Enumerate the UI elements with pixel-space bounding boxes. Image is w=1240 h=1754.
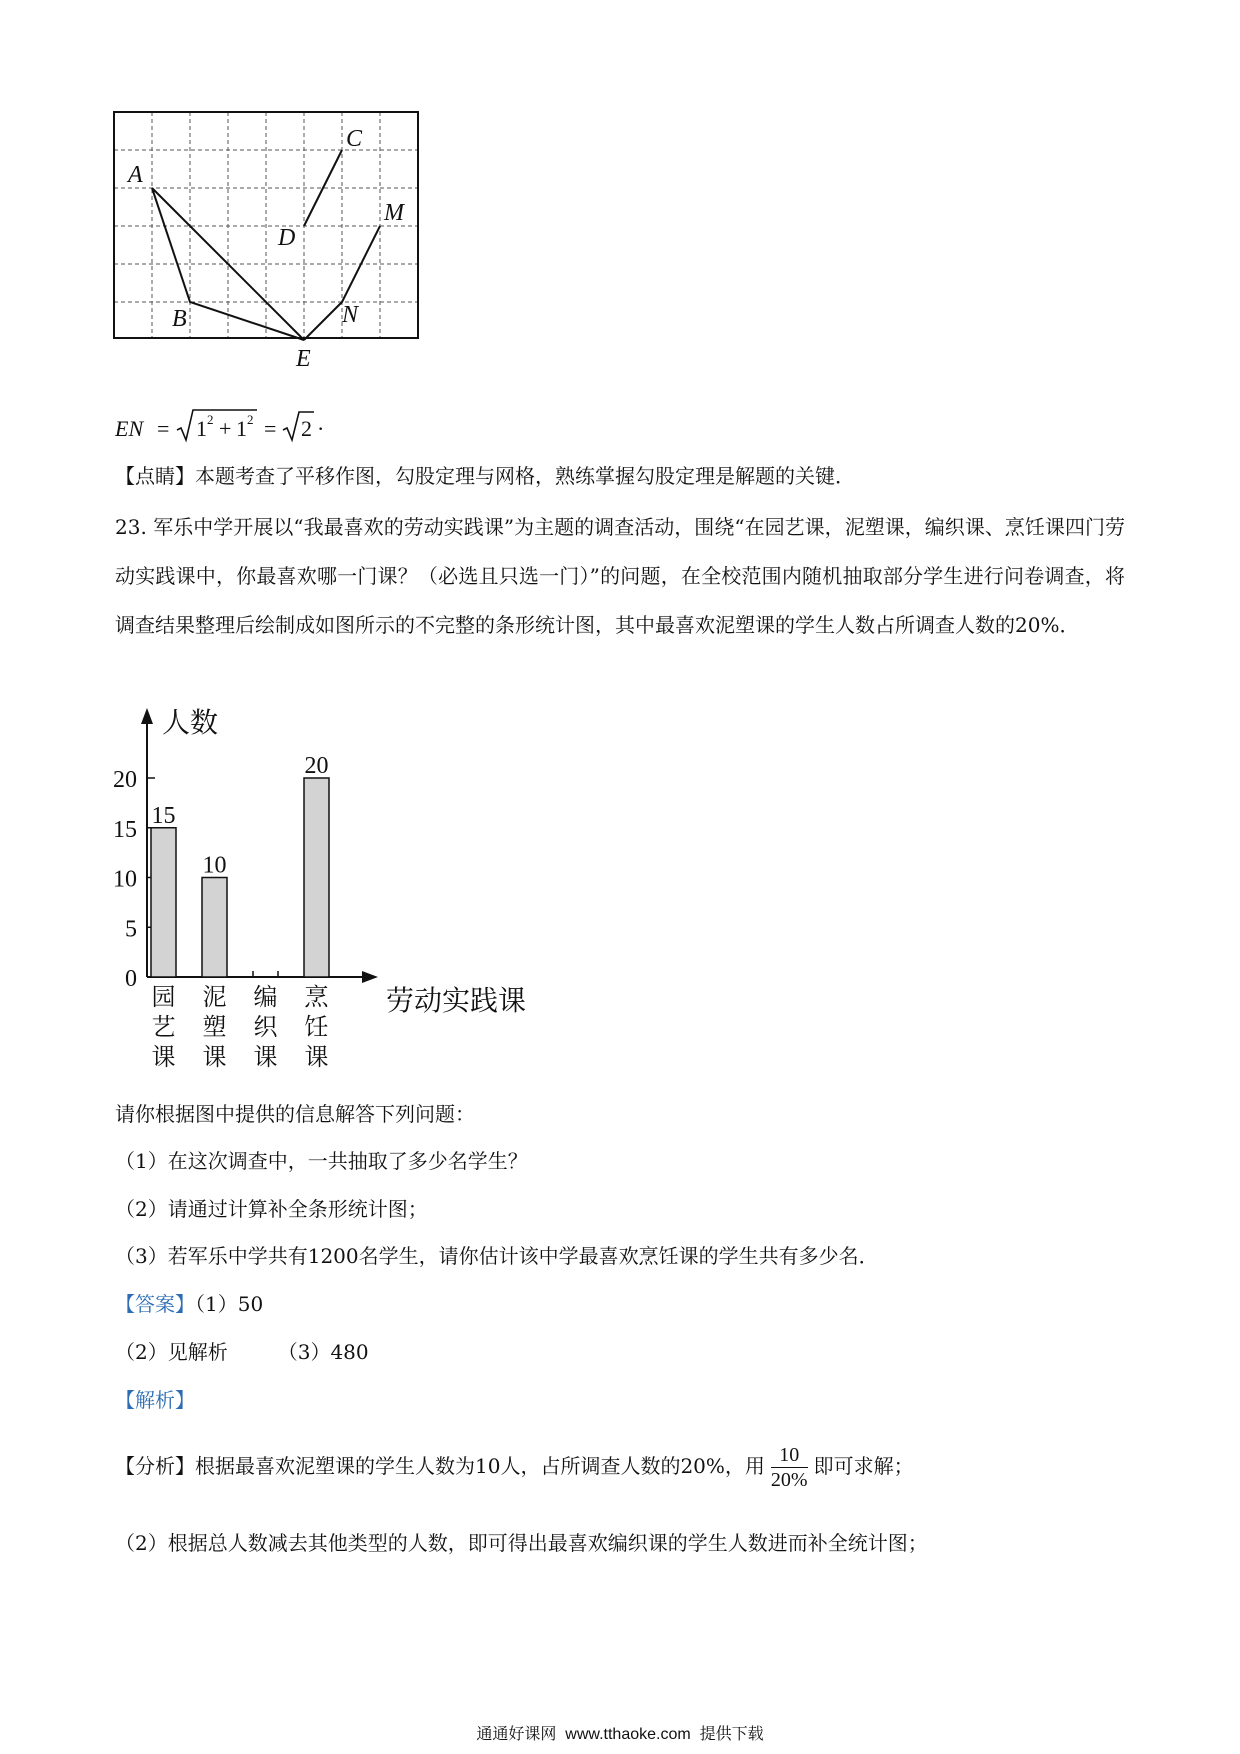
- category-label-char: 艺: [151, 1015, 176, 1041]
- bar: [202, 878, 227, 978]
- answer-3: （3）480: [277, 1340, 369, 1364]
- fenxi-text-1: 根据最喜欢泥塑课的学生人数为10人，占所调查人数的20%，用: [195, 1454, 765, 1478]
- category-label-char: 课: [151, 1045, 176, 1071]
- fenxi-line: [115, 1438, 914, 1494]
- category-label-char: 塑: [202, 1015, 227, 1041]
- formula-radicand-result: 2: [301, 416, 312, 441]
- chart-xlabel: 劳动实践课: [386, 986, 527, 1017]
- subquestion-2: （2）请通过计算补全条形统计图；: [115, 1197, 428, 1221]
- category-label-char: 课: [304, 1045, 329, 1071]
- answer-2: （2）见解析: [115, 1340, 228, 1364]
- fenxi-label: 【分析】: [115, 1454, 195, 1478]
- formula-exp-a: 2: [207, 412, 214, 427]
- chart-ylabel: 人数: [162, 708, 219, 739]
- formula-eq2: =: [264, 416, 277, 441]
- formula-radicand-a: 1: [196, 416, 207, 441]
- formula-exp-b: 2: [247, 412, 254, 427]
- page-footer: 通通好课网 www.tthaoke.com 提供下载: [476, 1726, 764, 1743]
- question-23: [115, 503, 1125, 650]
- fraction-denominator: 20%: [770, 1469, 808, 1491]
- answer-1: （1）50: [195, 1292, 264, 1316]
- formula-eq1: =: [157, 416, 170, 441]
- point-label-e: E: [296, 346, 311, 372]
- answer-line-2: [115, 1338, 369, 1366]
- point-label-d: D: [278, 225, 296, 251]
- bar-data-label: 15: [151, 802, 176, 829]
- formula-end: ·: [317, 416, 325, 441]
- y-axis-arrow: [141, 708, 153, 724]
- formula-plus: +: [219, 416, 232, 441]
- fraction-10-over-20pct: [771, 1443, 808, 1492]
- question-number: 23.: [115, 515, 147, 539]
- bar-data-label: 20: [304, 753, 329, 779]
- formula-radicand-b: 1: [236, 416, 247, 441]
- category-label-char: 织: [253, 1015, 278, 1041]
- dianjing-note: 【点睛】本题考查了平移作图，勾股定理与网格，熟练掌握勾股定理是解题的关键．: [115, 464, 855, 488]
- y-tick-label: 5: [125, 916, 137, 943]
- category-label-char: 课: [253, 1045, 278, 1071]
- en-formula: [115, 404, 335, 448]
- bar-chart: [100, 700, 540, 1090]
- category-label-char: 园: [151, 985, 176, 1011]
- subquestion-1: （1）在这次调查中，一共抽取了多少名学生？: [115, 1149, 528, 1173]
- point-label-c: C: [346, 126, 363, 152]
- fraction-numerator: 10: [771, 1443, 808, 1468]
- category-label-char: 烹: [304, 985, 329, 1011]
- point-label-m: M: [384, 200, 404, 226]
- prompt-text: 请你根据图中提供的信息解答下列问题：: [115, 1102, 475, 1126]
- point-label-n: N: [342, 302, 359, 328]
- bar-data-label: 10: [202, 852, 227, 879]
- category-label-char: 编: [253, 985, 278, 1011]
- jiexi-label: 【解析】: [115, 1388, 195, 1412]
- point-label-b: B: [172, 306, 187, 332]
- question-text: 军乐中学开展以“我最喜欢的劳动实践课”为主题的调查活动，围绕“在园艺课，泥塑课，编织课、烹饪课四门劳动实践课中，你最喜欢哪一门课？（必选且只选一门）”的问题，在全校范围内随机抽取部分学生进行问卷调查，将调查结果整理后绘制成如图所示的不完整的条形统计图，其中最喜欢泥塑课的学生人数占所调查人数的20%．: [115, 515, 1125, 637]
- x-axis-arrow: [362, 971, 378, 983]
- formula-lhs: EN: [115, 416, 144, 441]
- answer-line-1: [115, 1290, 263, 1318]
- grid-figure: [100, 100, 430, 380]
- subquestion-3: （3）若军乐中学共有1200名学生，请你估计该中学最喜欢烹饪课的学生共有多少名．: [115, 1244, 879, 1268]
- category-label-char: 饪: [304, 1015, 329, 1041]
- answer-label: 【答案】: [115, 1292, 195, 1316]
- category-label-char: 课: [202, 1045, 227, 1071]
- bar: [151, 828, 176, 977]
- analysis-2: （2）根据总人数减去其他类型的人数，即可得出最喜欢编织课的学生人数进而补全统计图；: [115, 1531, 928, 1555]
- y-tick-label: 10: [113, 866, 137, 893]
- bar: [304, 778, 329, 977]
- y-tick-label: 20: [113, 767, 137, 793]
- y-tick-label: 0: [125, 966, 137, 992]
- fenxi-text-2: 即可求解；: [813, 1454, 914, 1478]
- category-label-char: 泥: [202, 985, 227, 1011]
- point-label-a: A: [128, 162, 143, 188]
- y-tick-label: 15: [113, 816, 137, 843]
